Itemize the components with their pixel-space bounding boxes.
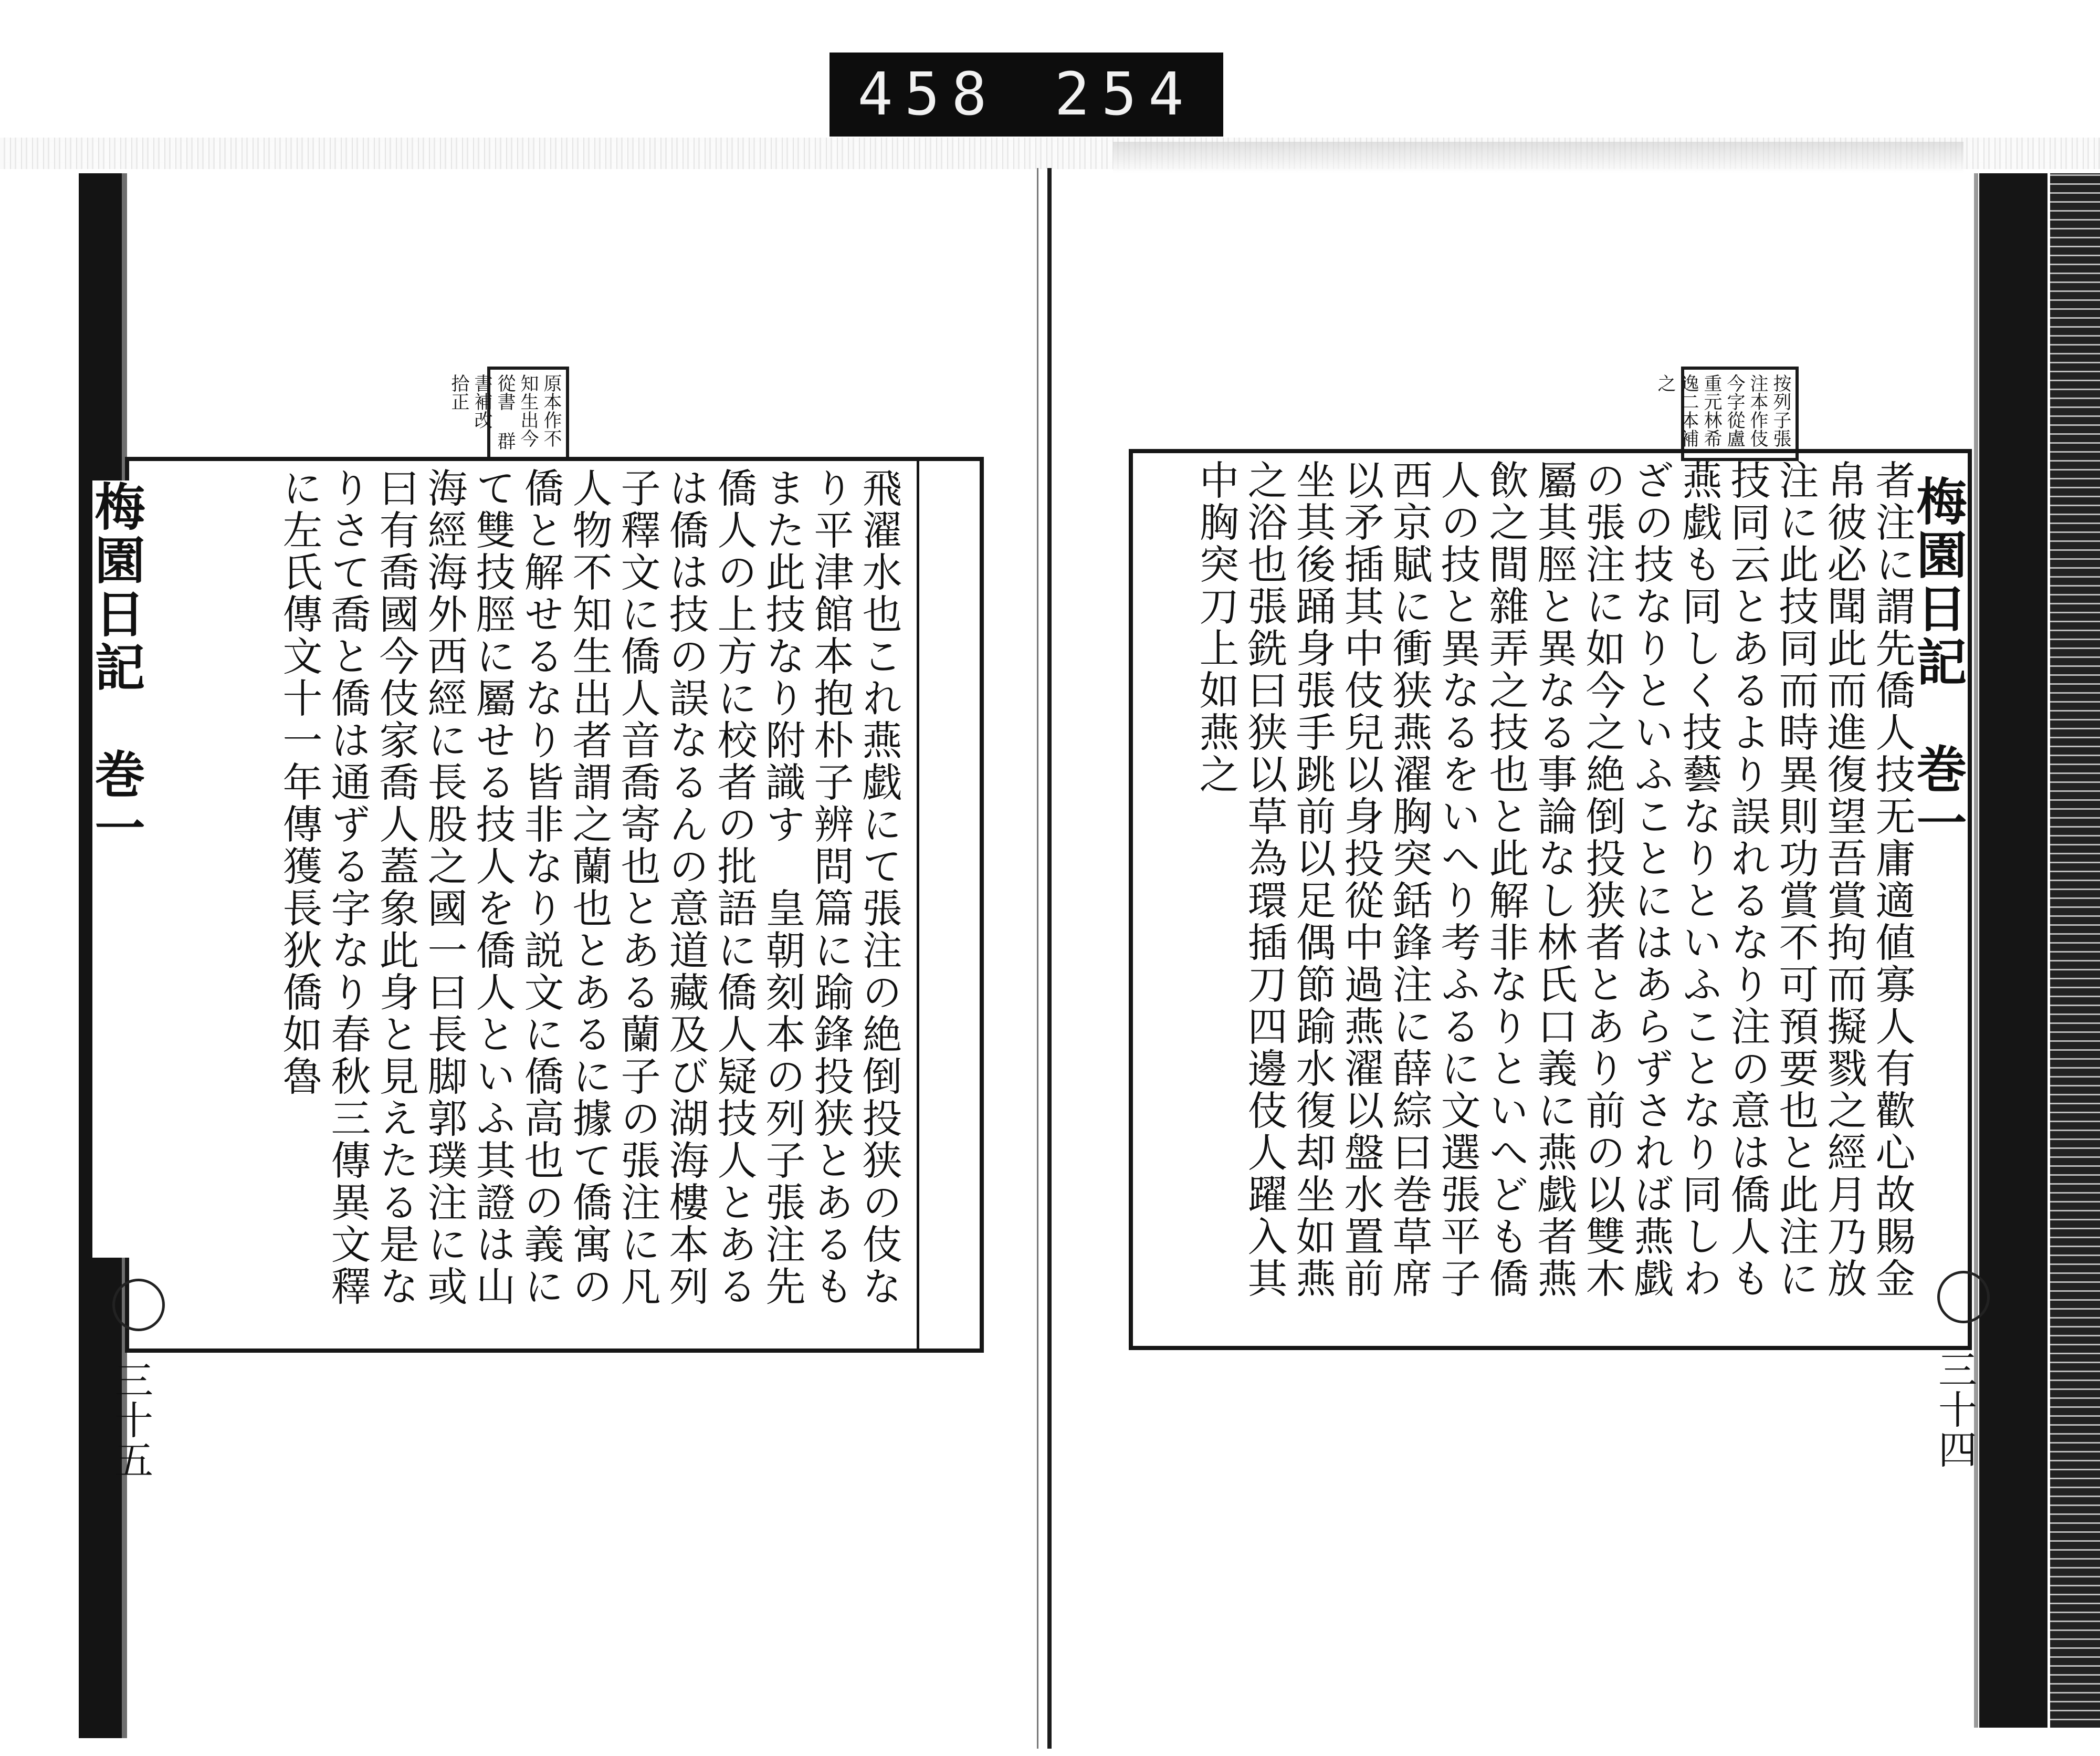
book-gutter	[1047, 168, 1052, 1749]
right-collation-note: 按列子張注本作伎今字從盧重元林希逸二本補之	[1681, 367, 1799, 461]
right-edge-shadow	[1974, 173, 1978, 1728]
left-collation-note: 原本作不知生出今從書 群書補改 拾正	[487, 367, 569, 461]
right-body-text: 者注に謂先僑人技无庸適値寡人有歡心故賜金帛彼必聞此而進復望吾賞拘而擬戮之經月乃放注に此技同而時異則功賞不可預要也と此注に技同云とあるより誤れるなり注の意は僑人も燕戯も同しく技藝なりといふことなり同しわざの技なりといふことにはあらずされば燕戯の張注に如今之絶倒投狭者とあり前の以雙木屬其脛と異なる事論なし林氏口義に燕戯者燕飲之間雜弄之技也と此解非なりといへども僑人の技と異なるをいへり考ふるに文選張平子西京賦に衝狭燕濯胸突銛鋒注に薛綜曰巻草席以矛插其中伎兒以身投從中過燕濯以盤水置前坐其後踊身張手跳前以足偶節踰水復却坐如燕之浴也張銑曰狭以草為環插刀四邊伎人躍入其中胸突刀上如燕之	[1193, 459, 1916, 1300]
right-running-head: 梅園日記 巻一	[1908, 475, 1968, 850]
gutter-shadow	[1037, 168, 1038, 1749]
page-shadow	[1113, 142, 1964, 173]
left-frame-inner-rule	[917, 461, 919, 1349]
left-body-text: 飛濯水也これ燕戯にて張注の絶倒投狭の伎なり平津館本抱朴子辨問篇に踰鋒投狭とあるもまた此技なり附識す 皇朝刻本の列子張注先僑人の上方に校者の批語に僑人疑技人とあるは僑は技の誤なるんの意道藏及び湖海樓本列子釋文に僑人音喬寄也とある蘭子の張注に凡人物不知生出者謂之蘭也とあるに據て僑寓の僑と解せるなり皆非なり説文に僑高也の義にて雙技脛に屬せる技人を僑人といふ其證は山海經海外西經に長股之國一曰長脚郭璞注に或曰有喬國今伎家喬人蓋象此身と見えたる是なりさて喬と僑は通ずる字なり春秋三傳異文釋に左氏傳文十一年傳獲長狄僑如魯	[276, 467, 902, 1308]
microfilm-frame-label	[830, 53, 1223, 137]
right-binding-edge	[1979, 173, 2048, 1728]
frame-number-left: 458	[857, 60, 999, 129]
left-fishtail-mark	[112, 1279, 165, 1331]
frame-number-right: 254	[1054, 60, 1195, 129]
left-folio-number: 三十五	[108, 1360, 153, 1480]
right-folio-number: 三十四	[1932, 1350, 1977, 1469]
right-fishtail-mark	[1937, 1271, 1990, 1323]
right-page-stack	[2050, 173, 2100, 1728]
left-running-head: 梅園日記 巻一	[92, 480, 152, 1258]
